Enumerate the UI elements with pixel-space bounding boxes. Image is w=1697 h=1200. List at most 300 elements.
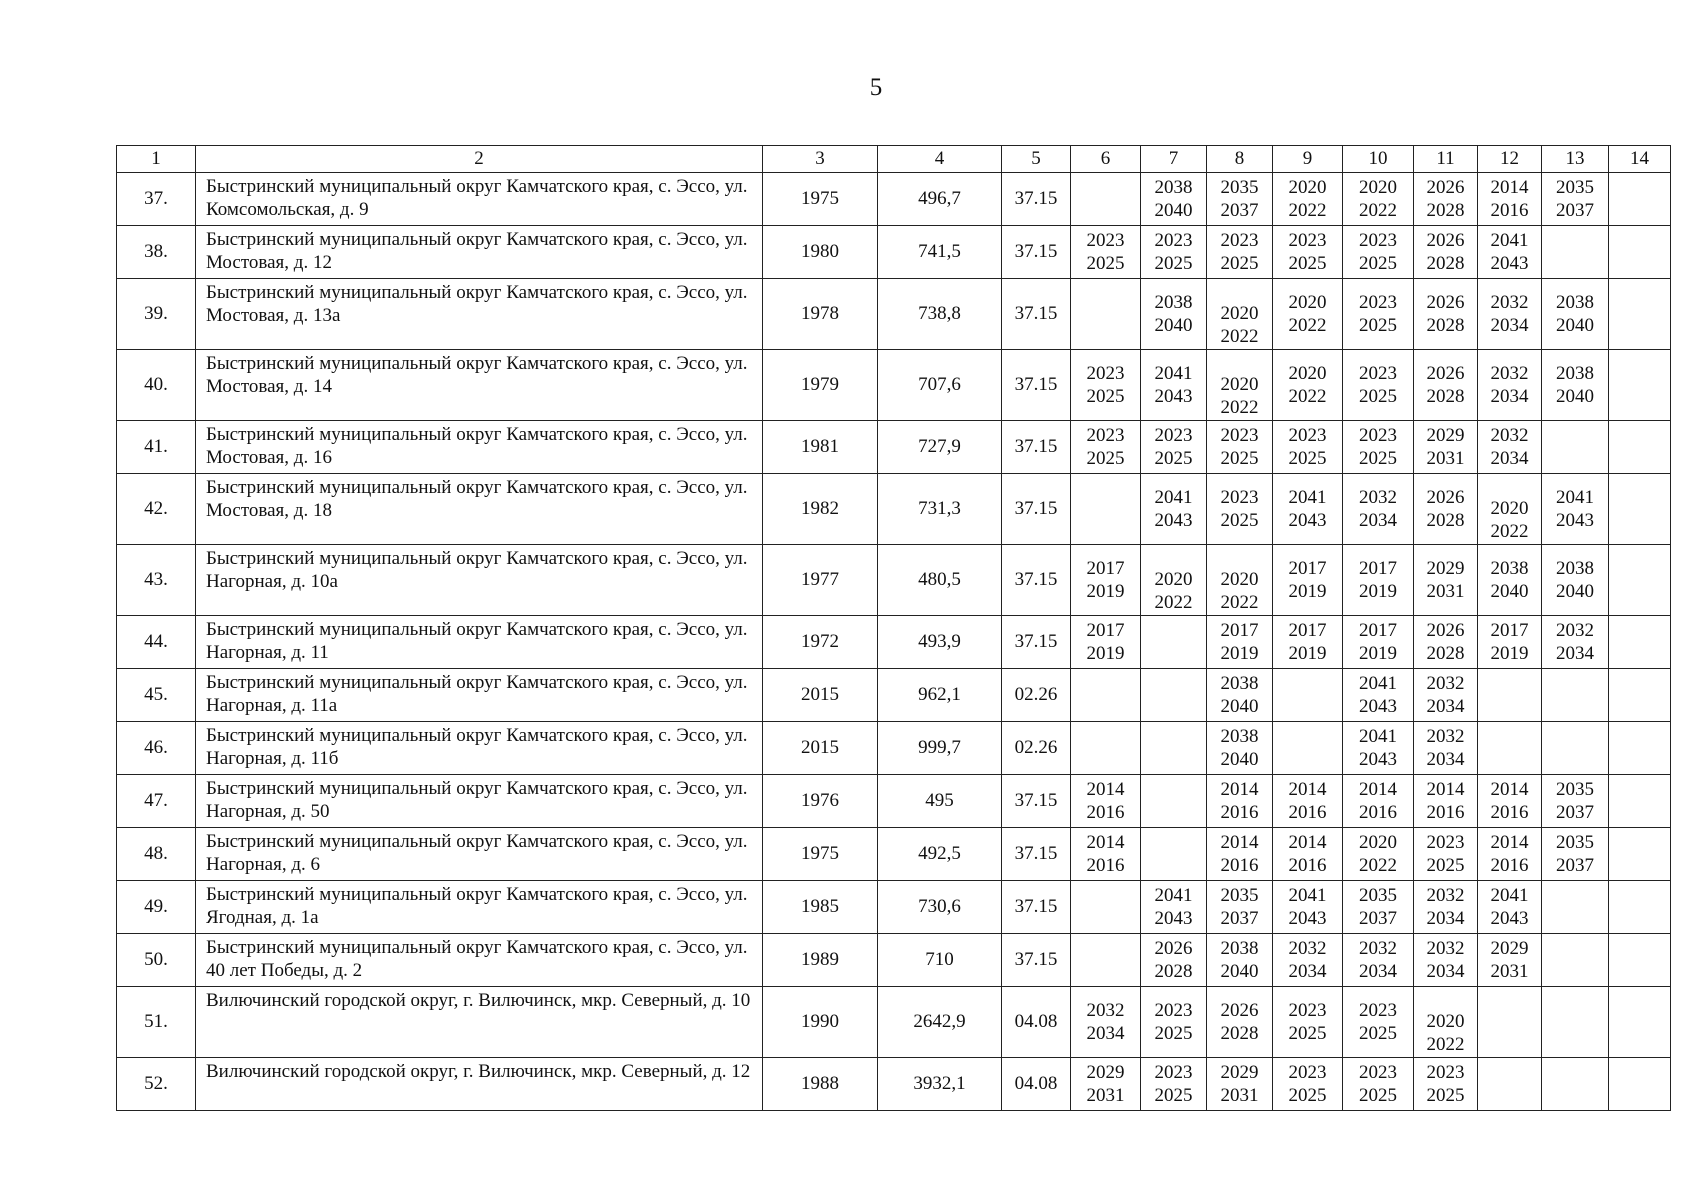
period-cell-col-8 [1207, 545, 1273, 616]
period-start-year: 2020 [1288, 363, 1327, 384]
code-cell: 02.26 [1002, 722, 1071, 775]
period-cell-col-10 [1343, 545, 1414, 616]
period-start-year: 2038 [1154, 292, 1193, 313]
period-cell-col-13 [1542, 173, 1609, 226]
address-cell: Быстринский муниципальный округ Камчатского края, с. Эссо, ул. Мостовая, д. 13а [196, 279, 763, 350]
period-start-year: 2029 [1426, 558, 1465, 579]
column-header-3: 3 [763, 146, 878, 173]
period-cell-col-6 [1071, 934, 1141, 987]
area-cell: 480,5 [878, 545, 1002, 616]
period-end-year: 2028 [1154, 961, 1193, 982]
column-header-14: 14 [1609, 146, 1671, 173]
period-cell-col-6 [1071, 350, 1141, 421]
period-end-year: 2028 [1426, 643, 1465, 664]
period-cell-col-13 [1542, 226, 1609, 279]
period-cell-col-12 [1478, 881, 1542, 934]
period-end-year: 2043 [1490, 253, 1529, 274]
address-cell: Вилючинский городской округ, г. Вилючинск, мкр. Северный, д. 12 [196, 1058, 763, 1111]
period-cell-col-9 [1273, 1058, 1343, 1111]
address-cell: Быстринский муниципальный округ Камчатского края, с. Эссо, ул. Нагорная, д. 10а [196, 545, 763, 616]
period-end-year: 2016 [1086, 802, 1125, 823]
code-cell: 37.15 [1002, 775, 1071, 828]
period-start-year: 2017 [1288, 558, 1327, 579]
period-cell-col-7 [1141, 279, 1207, 350]
column-header-8: 8 [1207, 146, 1273, 173]
period-end-year: 2016 [1288, 855, 1327, 876]
area-cell: 999,7 [878, 722, 1002, 775]
period-end-year: 2025 [1086, 386, 1125, 407]
period-end-year: 2034 [1556, 643, 1594, 664]
period-cell-col-13 [1542, 279, 1609, 350]
period-end-year: 2028 [1426, 315, 1465, 336]
period-end-year: 2016 [1359, 802, 1397, 823]
address-cell: Быстринский муниципальный округ Камчатского края, с. Эссо, ул. Мостовая, д. 14 [196, 350, 763, 421]
period-cell-col-10 [1343, 775, 1414, 828]
column-header-13: 13 [1542, 146, 1609, 173]
area-cell: 727,9 [878, 421, 1002, 474]
table-row [117, 775, 1671, 828]
period-start-year: 2038 [1154, 177, 1193, 198]
period-cell-col-10 [1343, 173, 1414, 226]
period-cell-col-12 [1478, 1058, 1542, 1111]
period-cell-col-11 [1414, 669, 1478, 722]
period-cell-col-8 [1207, 1058, 1273, 1111]
period-cell-col-12 [1478, 350, 1542, 421]
period-cell-col-14 [1609, 474, 1671, 545]
period-end-year: 2016 [1086, 855, 1125, 876]
period-end-year: 2025 [1288, 448, 1327, 469]
period-cell-col-9 [1273, 722, 1343, 775]
period-end-year: 2022 [1220, 397, 1259, 418]
period-end-year: 2025 [1220, 510, 1259, 531]
period-end-year: 2043 [1288, 510, 1327, 531]
address-cell: Быстринский муниципальный округ Камчатского края, с. Эссо, ул. Нагорная, д. 50 [196, 775, 763, 828]
period-end-year: 2019 [1359, 643, 1397, 664]
period-start-year: 2014 [1490, 779, 1529, 800]
code-cell: 37.15 [1002, 934, 1071, 987]
period-cell-col-13 [1542, 545, 1609, 616]
code-cell: 04.08 [1002, 987, 1071, 1058]
period-end-year: 2019 [1288, 581, 1327, 602]
period-cell-col-9 [1273, 350, 1343, 421]
period-cell-col-9 [1273, 226, 1343, 279]
period-start-year: 2023 [1426, 832, 1465, 853]
period-cell-col-9 [1273, 775, 1343, 828]
period-end-year: 2040 [1556, 386, 1594, 407]
area-cell: 493,9 [878, 616, 1002, 669]
period-end-year: 2034 [1426, 696, 1465, 717]
period-end-year: 2025 [1288, 1023, 1327, 1044]
period-start-year: 2017 [1086, 620, 1125, 641]
period-cell-col-7 [1141, 828, 1207, 881]
period-start-year: 2023 [1154, 230, 1193, 251]
area-cell: 738,8 [878, 279, 1002, 350]
period-cell-col-9 [1273, 987, 1343, 1058]
period-start-year: 2023 [1359, 1000, 1397, 1021]
period-end-year: 2040 [1556, 315, 1594, 336]
period-end-year: 2025 [1154, 253, 1193, 274]
code-cell: 37.15 [1002, 828, 1071, 881]
period-cell-col-14 [1609, 545, 1671, 616]
period-start-year: 2023 [1220, 230, 1259, 251]
period-cell-col-14 [1609, 173, 1671, 226]
period-end-year: 2022 [1288, 200, 1327, 221]
period-start-year: 2041 [1556, 487, 1594, 508]
period-start-year: 2023 [1220, 487, 1259, 508]
period-start-year: 2032 [1490, 292, 1529, 313]
period-start-year: 2020 [1426, 1011, 1465, 1032]
period-start-year: 2041 [1490, 885, 1529, 906]
period-end-year: 2040 [1220, 961, 1259, 982]
code-cell: 37.15 [1002, 421, 1071, 474]
period-end-year: 2025 [1086, 448, 1125, 469]
period-end-year: 2028 [1426, 510, 1465, 531]
period-start-year: 2032 [1426, 938, 1465, 959]
period-end-year: 2025 [1220, 253, 1259, 274]
period-start-year: 2029 [1490, 938, 1529, 959]
period-cell-col-8 [1207, 934, 1273, 987]
period-cell-col-12 [1478, 616, 1542, 669]
period-cell-col-13 [1542, 828, 1609, 881]
period-start-year: 2029 [1086, 1062, 1125, 1083]
period-start-year: 2035 [1220, 885, 1259, 906]
table-row [117, 722, 1671, 775]
period-cell-col-12 [1478, 669, 1542, 722]
year-built-cell: 1982 [763, 474, 878, 545]
period-end-year: 2034 [1359, 510, 1397, 531]
period-end-year: 2031 [1426, 581, 1465, 602]
period-start-year: 2032 [1086, 1000, 1125, 1021]
address-cell: Быстринский муниципальный округ Камчатского края, с. Эссо, ул. Мостовая, д. 12 [196, 226, 763, 279]
period-cell-col-11 [1414, 987, 1478, 1058]
period-end-year: 2022 [1490, 521, 1529, 542]
period-start-year: 2014 [1086, 832, 1125, 853]
address-cell: Быстринский муниципальный округ Камчатского края, с. Эссо, ул. Мостовая, д. 18 [196, 474, 763, 545]
period-end-year: 2016 [1220, 855, 1259, 876]
period-end-year: 2034 [1490, 448, 1529, 469]
period-start-year: 2035 [1556, 779, 1594, 800]
period-end-year: 2019 [1086, 643, 1125, 664]
period-end-year: 2022 [1220, 326, 1259, 347]
period-cell-col-13 [1542, 934, 1609, 987]
period-cell-col-10 [1343, 987, 1414, 1058]
period-start-year: 2032 [1288, 938, 1327, 959]
period-start-year: 2038 [1556, 363, 1594, 384]
period-cell-col-9 [1273, 474, 1343, 545]
year-built-cell: 1981 [763, 421, 878, 474]
period-cell-col-10 [1343, 934, 1414, 987]
period-cell-col-8 [1207, 173, 1273, 226]
period-end-year: 2016 [1288, 802, 1327, 823]
row-number: 38. [117, 226, 196, 279]
period-start-year: 2023 [1288, 1000, 1327, 1021]
row-number: 44. [117, 616, 196, 669]
period-cell-col-14 [1609, 279, 1671, 350]
period-cell-col-11 [1414, 775, 1478, 828]
period-end-year: 2019 [1490, 643, 1529, 664]
period-start-year: 2041 [1359, 726, 1397, 747]
period-end-year: 2040 [1220, 696, 1259, 717]
period-end-year: 2043 [1154, 908, 1193, 929]
period-end-year: 2025 [1154, 1085, 1193, 1106]
code-cell: 02.26 [1002, 669, 1071, 722]
period-cell-col-14 [1609, 722, 1671, 775]
period-end-year: 2022 [1426, 1034, 1465, 1055]
period-cell-col-14 [1609, 616, 1671, 669]
period-end-year: 2022 [1288, 315, 1327, 336]
period-start-year: 2038 [1220, 938, 1259, 959]
period-start-year: 2029 [1426, 425, 1465, 446]
period-end-year: 2031 [1220, 1085, 1259, 1106]
period-start-year: 2038 [1220, 726, 1259, 747]
address-cell: Быстринский муниципальный округ Камчатского края, с. Эссо, ул. Комсомольская, д. 9 [196, 173, 763, 226]
table-row [117, 828, 1671, 881]
period-end-year: 2025 [1359, 253, 1397, 274]
period-start-year: 2014 [1086, 779, 1125, 800]
period-start-year: 2026 [1426, 230, 1465, 251]
period-start-year: 2020 [1359, 832, 1397, 853]
period-cell-col-6 [1071, 1058, 1141, 1111]
period-cell-col-11 [1414, 173, 1478, 226]
period-start-year: 2023 [1288, 1062, 1327, 1083]
period-start-year: 2023 [1359, 363, 1397, 384]
address-cell: Быстринский муниципальный округ Камчатского края, с. Эссо, ул. Нагорная, д. 6 [196, 828, 763, 881]
period-start-year: 2041 [1288, 885, 1327, 906]
period-start-year: 2014 [1220, 779, 1259, 800]
address-cell: Быстринский муниципальный округ Камчатского края, с. Эссо, ул. Мостовая, д. 16 [196, 421, 763, 474]
year-built-cell: 2015 [763, 722, 878, 775]
period-start-year: 2014 [1359, 779, 1397, 800]
period-start-year: 2041 [1288, 487, 1327, 508]
row-number: 39. [117, 279, 196, 350]
period-cell-col-11 [1414, 934, 1478, 987]
period-cell-col-12 [1478, 545, 1542, 616]
period-cell-col-13 [1542, 474, 1609, 545]
period-cell-col-13 [1542, 987, 1609, 1058]
period-start-year: 2017 [1086, 558, 1125, 579]
period-end-year: 2025 [1288, 1085, 1327, 1106]
period-start-year: 2023 [1154, 425, 1193, 446]
period-start-year: 2023 [1288, 230, 1327, 251]
year-built-cell: 1990 [763, 987, 878, 1058]
period-start-year: 2014 [1490, 177, 1529, 198]
period-start-year: 2023 [1154, 1062, 1193, 1083]
period-cell-col-7 [1141, 474, 1207, 545]
period-end-year: 2025 [1426, 1085, 1465, 1106]
period-start-year: 2035 [1556, 177, 1594, 198]
row-number: 42. [117, 474, 196, 545]
period-start-year: 2038 [1556, 292, 1594, 313]
address-cell: Быстринский муниципальный округ Камчатского края, с. Эссо, ул. Нагорная, д. 11а [196, 669, 763, 722]
period-end-year: 2031 [1490, 961, 1529, 982]
period-cell-col-10 [1343, 616, 1414, 669]
period-cell-col-11 [1414, 350, 1478, 421]
period-cell-col-9 [1273, 669, 1343, 722]
period-end-year: 2031 [1086, 1085, 1125, 1106]
table-row [117, 616, 1671, 669]
address-cell: Быстринский муниципальный округ Камчатского края, с. Эссо, ул. 40 лет Победы, д. 2 [196, 934, 763, 987]
period-start-year: 2014 [1288, 832, 1327, 853]
row-number: 50. [117, 934, 196, 987]
period-cell-col-9 [1273, 881, 1343, 934]
period-start-year: 2032 [1490, 425, 1529, 446]
area-cell: 741,5 [878, 226, 1002, 279]
period-end-year: 2043 [1359, 749, 1397, 770]
period-cell-col-13 [1542, 722, 1609, 775]
row-number: 52. [117, 1058, 196, 1111]
table-row [117, 173, 1671, 226]
period-cell-col-8 [1207, 828, 1273, 881]
period-cell-col-14 [1609, 1058, 1671, 1111]
period-cell-col-11 [1414, 1058, 1478, 1111]
period-cell-col-7 [1141, 545, 1207, 616]
period-start-year: 2038 [1220, 673, 1259, 694]
period-end-year: 2034 [1490, 315, 1529, 336]
period-cell-col-13 [1542, 616, 1609, 669]
period-start-year: 2038 [1490, 558, 1529, 579]
year-built-cell: 1972 [763, 616, 878, 669]
code-cell: 37.15 [1002, 226, 1071, 279]
area-cell: 496,7 [878, 173, 1002, 226]
period-start-year: 2023 [1086, 363, 1125, 384]
period-end-year: 2034 [1426, 961, 1465, 982]
period-cell-col-14 [1609, 421, 1671, 474]
period-end-year: 2043 [1490, 908, 1529, 929]
row-number: 46. [117, 722, 196, 775]
column-header-11: 11 [1414, 146, 1478, 173]
code-cell: 37.15 [1002, 279, 1071, 350]
period-cell-col-11 [1414, 722, 1478, 775]
period-cell-col-8 [1207, 669, 1273, 722]
period-cell-col-12 [1478, 279, 1542, 350]
period-cell-col-8 [1207, 881, 1273, 934]
table-row [117, 669, 1671, 722]
period-cell-col-12 [1478, 474, 1542, 545]
period-cell-col-12 [1478, 987, 1542, 1058]
period-start-year: 2026 [1220, 1000, 1259, 1021]
period-end-year: 2025 [1359, 448, 1397, 469]
period-cell-col-6 [1071, 474, 1141, 545]
period-cell-col-12 [1478, 934, 1542, 987]
period-end-year: 2034 [1359, 961, 1397, 982]
table-row [117, 474, 1671, 545]
period-cell-col-12 [1478, 775, 1542, 828]
period-start-year: 2017 [1490, 620, 1529, 641]
period-cell-col-10 [1343, 881, 1414, 934]
year-built-cell: 1979 [763, 350, 878, 421]
period-cell-col-11 [1414, 421, 1478, 474]
row-number: 49. [117, 881, 196, 934]
year-built-cell: 1978 [763, 279, 878, 350]
period-end-year: 2040 [1490, 581, 1529, 602]
period-cell-col-7 [1141, 1058, 1207, 1111]
period-start-year: 2023 [1154, 1000, 1193, 1021]
period-cell-col-7 [1141, 934, 1207, 987]
period-cell-col-9 [1273, 545, 1343, 616]
period-cell-col-10 [1343, 1058, 1414, 1111]
period-cell-col-6 [1071, 722, 1141, 775]
period-cell-col-11 [1414, 226, 1478, 279]
period-cell-col-6 [1071, 226, 1141, 279]
period-cell-col-12 [1478, 226, 1542, 279]
address-cell: Быстринский муниципальный округ Камчатского края, с. Эссо, ул. Ягодная, д. 1а [196, 881, 763, 934]
period-cell-col-13 [1542, 1058, 1609, 1111]
period-start-year: 2017 [1359, 558, 1397, 579]
row-number: 48. [117, 828, 196, 881]
period-cell-col-6 [1071, 421, 1141, 474]
row-number: 37. [117, 173, 196, 226]
period-cell-col-6 [1071, 545, 1141, 616]
period-start-year: 2023 [1220, 425, 1259, 446]
period-end-year: 2022 [1359, 200, 1397, 221]
period-cell-col-14 [1609, 934, 1671, 987]
period-cell-col-10 [1343, 279, 1414, 350]
period-cell-col-10 [1343, 350, 1414, 421]
period-cell-col-8 [1207, 987, 1273, 1058]
period-end-year: 2025 [1359, 1023, 1397, 1044]
period-cell-col-6 [1071, 828, 1141, 881]
period-start-year: 2023 [1086, 230, 1125, 251]
column-header-5: 5 [1002, 146, 1071, 173]
period-cell-col-10 [1343, 828, 1414, 881]
period-start-year: 2020 [1288, 292, 1327, 313]
table-row [117, 279, 1671, 350]
row-number: 40. [117, 350, 196, 421]
period-end-year: 2028 [1426, 386, 1465, 407]
period-start-year: 2017 [1220, 620, 1259, 641]
code-cell: 37.15 [1002, 881, 1071, 934]
period-cell-col-10 [1343, 226, 1414, 279]
code-cell: 37.15 [1002, 173, 1071, 226]
address-cell: Вилючинский городской округ, г. Вилючинск, мкр. Северный, д. 10 [196, 987, 763, 1058]
area-cell: 495 [878, 775, 1002, 828]
period-cell-col-10 [1343, 474, 1414, 545]
period-end-year: 2025 [1220, 448, 1259, 469]
table-row [117, 421, 1671, 474]
period-start-year: 2041 [1154, 885, 1193, 906]
period-cell-col-13 [1542, 421, 1609, 474]
period-end-year: 2037 [1220, 200, 1259, 221]
period-start-year: 2020 [1220, 303, 1259, 324]
period-start-year: 2026 [1154, 938, 1193, 959]
area-cell: 710 [878, 934, 1002, 987]
period-start-year: 2014 [1426, 779, 1465, 800]
period-cell-col-6 [1071, 279, 1141, 350]
period-cell-col-7 [1141, 350, 1207, 421]
period-cell-col-6 [1071, 775, 1141, 828]
period-start-year: 2020 [1490, 498, 1529, 519]
period-end-year: 2025 [1359, 386, 1397, 407]
year-built-cell: 1975 [763, 828, 878, 881]
period-end-year: 2022 [1288, 386, 1327, 407]
table-row [117, 350, 1671, 421]
period-end-year: 2034 [1490, 386, 1529, 407]
table-row [117, 1058, 1671, 1111]
period-start-year: 2041 [1154, 487, 1193, 508]
period-start-year: 2041 [1490, 230, 1529, 251]
period-end-year: 2043 [1359, 696, 1397, 717]
period-start-year: 2032 [1426, 885, 1465, 906]
period-start-year: 2032 [1556, 620, 1594, 641]
period-end-year: 2031 [1426, 448, 1465, 469]
period-start-year: 2032 [1359, 938, 1397, 959]
period-cell-col-7 [1141, 173, 1207, 226]
period-start-year: 2035 [1359, 885, 1397, 906]
period-cell-col-10 [1343, 669, 1414, 722]
period-start-year: 2026 [1426, 177, 1465, 198]
period-end-year: 2016 [1426, 802, 1465, 823]
period-start-year: 2023 [1288, 425, 1327, 446]
